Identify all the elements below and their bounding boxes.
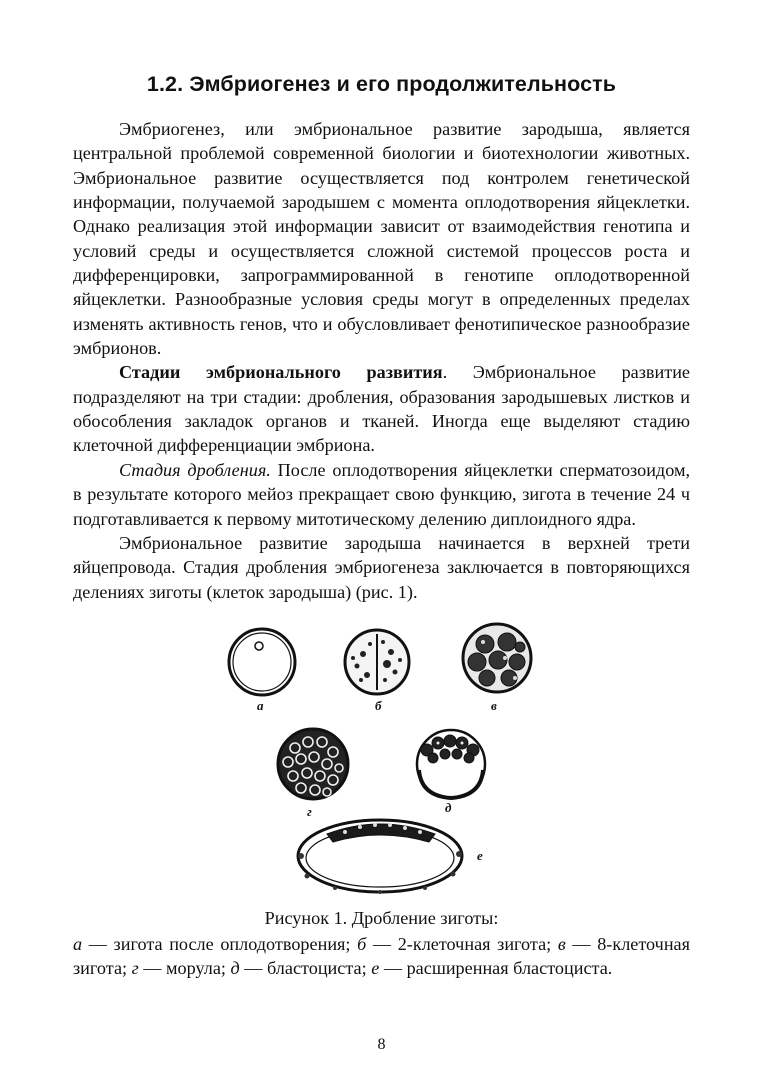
caption-key-g: г [131, 958, 139, 979]
caption-key-d: д [230, 958, 240, 979]
figure-label-d: д [445, 800, 452, 815]
figure-label-e: е [477, 848, 483, 863]
figure-label-a: а [257, 698, 264, 713]
figure-caption [73, 932, 690, 981]
eight-cell-drawing [463, 624, 531, 692]
cleavage-illustration [215, 620, 545, 910]
cleavage-term: Стадия дробления. [119, 459, 271, 480]
paragraph-oviduct: Эмбриональное развитие зародыша начинается в верхней трети яйцепровода. Стадия дробления эмбриогенеза заключается в повторяющихся делениях зиготы (клеток зародыша) (рис. 1). [73, 532, 690, 602]
caption-text-v: — 8-клеточная зигота; [73, 934, 690, 979]
figure-label-b: б [375, 698, 382, 713]
morula-drawing [278, 729, 348, 799]
blastocyst-drawing [417, 730, 485, 798]
caption-text-d: — бластоциста; [239, 958, 372, 979]
figure-label-g: г [307, 804, 312, 819]
paragraph-cleavage-stage [73, 458, 690, 531]
stages-term: Стадии эмбрионального развития [119, 362, 443, 383]
caption-text-b: — 2-клеточная зигота; [366, 934, 558, 954]
paragraph-development-stages [73, 360, 690, 457]
caption-text-a: — зигота после оплодотворения; [82, 934, 358, 954]
page-number: 8 [377, 1036, 386, 1053]
caption-text-e: — расширенная бластоциста. [379, 958, 613, 979]
caption-key-v: в [557, 934, 566, 954]
section-heading: 1.2. Эмбриогенез и его продолжительность [146, 72, 617, 96]
caption-key-a: а [73, 934, 83, 954]
two-cell-drawing [345, 630, 409, 694]
caption-key-e: е [371, 958, 380, 979]
paragraph-embryogenesis-intro: Эмбриогенез, или эмбриональное развитие зародыша, является центральной проблемой современной биологии и биотехнологии животных. Эмбриональное развитие осуществляется под контролем генетической информации, получаемой зародышем с момента оплодотворения яйцеклетки. Однако реализация этой информации зависит от взаимодействия генотипа и условий среды и осуществляется сложной системой процессов роста и дифференцировки, запрограммированной в генотипе оплодотворенной яйцеклетки. Разнообразные условия среды могут в определенных пределах изменять активность генов, что и обусловливает фенотипическое разнообразие эмбрионов. [73, 119, 690, 359]
zygote-drawing [229, 629, 295, 695]
cleavage-text: После оплодотворения яйцеклетки сперматозоидом, в результате которого мейоз прекращает свою функцию, зигота в течение 24 ч подготавливается к первому митотическому делению диплоидного ядра. [73, 459, 690, 529]
body-text [73, 117, 690, 604]
figure-caption-title: Рисунок 1. Дробление зиготы: [264, 908, 499, 928]
caption-key-b: б [357, 934, 367, 954]
figure-zygote-cleavage [215, 620, 545, 910]
expanded-blastocyst-drawing [298, 820, 462, 894]
caption-text-g: — морула; [138, 958, 231, 979]
figure-label-v: в [491, 698, 497, 713]
stages-text: . Эмбриональное развитие подразделяют на три стадии: дробления, образования зародышевых листков и обособления закладок органов и тканей. Иногда еще выделяют стадию клеточной дифференциации эмбриона. [73, 362, 690, 456]
